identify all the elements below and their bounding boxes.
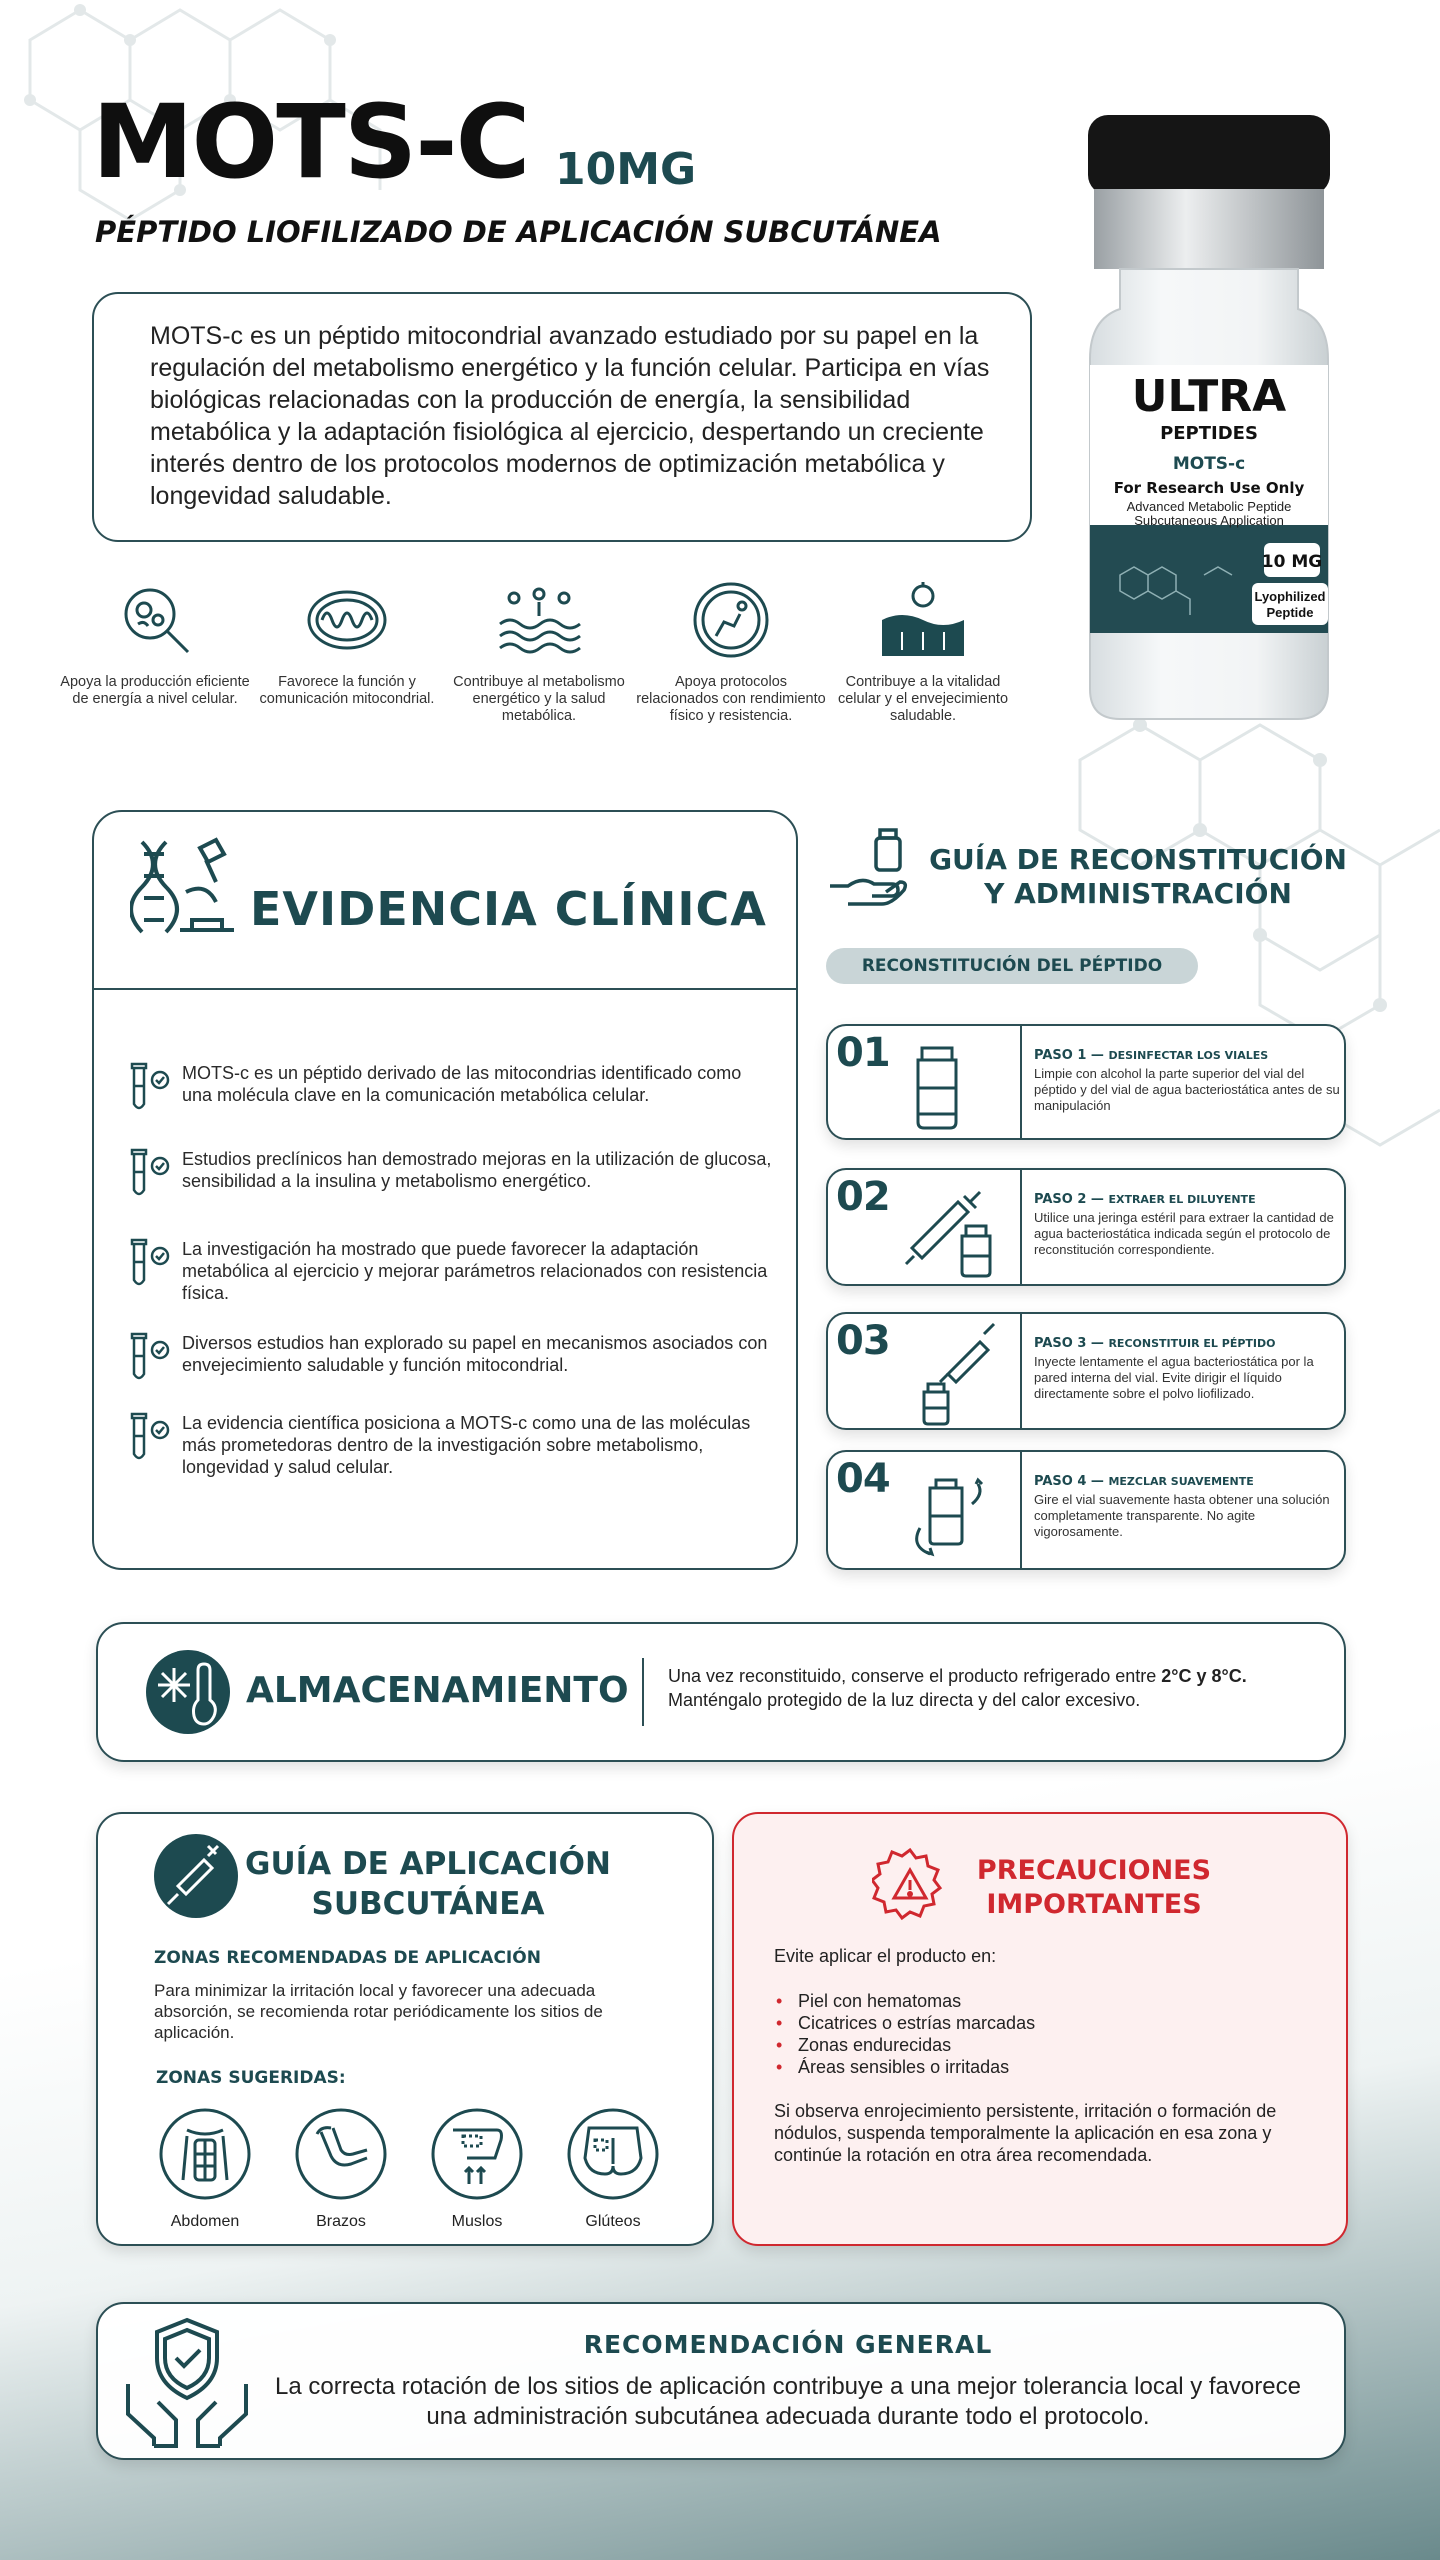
- step-number: 03: [836, 1318, 890, 1364]
- metabolism-waves-icon: [494, 580, 584, 660]
- recommendation-card: [96, 2302, 1346, 2460]
- mitochondria-icon: [302, 580, 392, 660]
- product-title: MOTS-C: [92, 83, 529, 202]
- vial-brand-sub: PEPTIDES: [1160, 423, 1258, 444]
- benefit-text: Contribuye al metabolismo energético y la salud metabólica.: [453, 674, 625, 724]
- benefit-text: Favorece la función y comunicación mitocondrial.: [259, 674, 435, 707]
- storage-title: ALMACENAMIENTO: [246, 1670, 629, 1711]
- test-tube-check-icon: [128, 1238, 172, 1290]
- evidence-header: [94, 812, 796, 990]
- thigh-icon: [429, 2106, 525, 2202]
- intro-card: [92, 292, 1032, 542]
- zone-arms: Brazos: [286, 2106, 396, 2231]
- skin-layer-icon: [878, 580, 968, 660]
- vial-research: For Research Use Only: [1113, 479, 1305, 497]
- step-number: 02: [836, 1174, 890, 1220]
- hand-vial-icon: [826, 824, 922, 914]
- storage-text: Una vez reconstituido, conserve el producto refrigerado entre 2°C y 8°C. Manténgalo protegido de la luz directa y del calor excesivo.: [668, 1666, 1247, 1710]
- vial-desc2: Subcutaneous Application: [1134, 513, 1284, 528]
- list-item: • Cicatrices o estrías marcadas: [774, 2012, 1035, 2034]
- snowflake-thermometer-icon: [144, 1648, 232, 1736]
- glutes-icon: [565, 2106, 661, 2202]
- test-tube-check-icon: [128, 1332, 172, 1384]
- precautions-title: PRECAUCIONES IMPORTANTES: [976, 1855, 1212, 1920]
- benefit-metabolism: [444, 580, 634, 725]
- benefit-text: Apoya protocolos relacionados con rendimiento físico y resistencia.: [636, 674, 826, 724]
- precautions-intro: Evite aplicar el producto en:: [774, 1946, 997, 1966]
- evidence-card: [92, 810, 798, 1570]
- reconstitution-pill: RECONSTITUCIÓN DEL PÉPTIDO: [826, 948, 1198, 984]
- runner-head-icon: [686, 580, 776, 660]
- product-dose: 10MG: [555, 144, 697, 195]
- storage-card: [96, 1622, 1346, 1762]
- benefit-mitochondria: [252, 580, 442, 708]
- vial-desc1: Advanced Metabolic Peptide: [1126, 499, 1292, 514]
- precautions-note: Si observa enrojecimiento persistente, irritación o formación de nódulos, suspenda temporalmente la aplicación en esa zona y continúe la rotación en otra área recomendada.: [774, 2101, 1277, 2165]
- zones-heading: ZONAS RECOMENDADAS DE APLICACIÓN: [154, 1948, 541, 1968]
- application-title: GUÍA DE APLICACIÓN SUBCUTÁNEA: [245, 1846, 611, 1922]
- zones-subheading: ZONAS SUGERIDAS:: [156, 2068, 346, 2088]
- vial-dose: 10 MG: [1261, 552, 1323, 572]
- vial-lyo2: Peptide: [1266, 605, 1314, 620]
- precautions-list: [774, 1990, 1035, 2078]
- vial-lyo1: Lyophilized: [1254, 589, 1326, 604]
- evidence-title: EVIDENCIA CLÍNICA: [250, 882, 767, 936]
- vial-product: MOTS-c: [1172, 454, 1246, 474]
- zone-thighs: Muslos: [422, 2106, 532, 2231]
- inject-vial-icon: [918, 1322, 998, 1426]
- evidence-item: Diversos estudios han explorado su papel en mecanismos asociados con envejecimiento saludable y función mitocondrial.: [128, 1332, 768, 1386]
- benefit-text: Contribuye a la vitalidad celular y el envejecimiento saludable.: [837, 674, 1009, 724]
- test-tube-check-icon: [128, 1062, 172, 1114]
- step-2-card: 02 PASO 2 — EXTRAER EL DILUYENTE Utilice una jeringa estéril para extraer la cantidad de agua bacteriostática indicada según el protocolo de reconstitución correspondiente.: [826, 1168, 1346, 1286]
- benefit-text: Apoya la producción eficiente de energía a nivel celular.: [60, 674, 250, 707]
- step-number: 01: [836, 1030, 890, 1076]
- warning-gear-icon: [872, 1844, 948, 1924]
- zone-abdomen: Abdomen: [150, 2106, 260, 2231]
- step-4-card: 04 PASO 4 — MEZCLAR SUAVEMENTE Gire el vial suavemente hasta obtener una solución completamente transparente. No agite vigorosamente.: [826, 1450, 1346, 1570]
- syringe-vial-icon: [900, 1182, 1010, 1280]
- test-tube-check-icon: [128, 1148, 172, 1200]
- shield-hands-icon: [122, 2314, 252, 2450]
- recommendation-title: RECOMENDACIÓN GENERAL: [583, 2330, 993, 2359]
- benefit-vitality: [828, 580, 1018, 725]
- zones-text: Para minimizar la irritación local y favorecer una adecuada absorción, se recomienda rotar periódicamente los sitios de aplicación.: [154, 1981, 603, 2042]
- step-1-card: 01 PASO 1 — DESINFECTAR LOS VIALES Limpie con alcohol la parte superior del vial del péptido y del vial de agua bacteriostática antes de su manipulación: [826, 1024, 1346, 1140]
- product-subtitle: PÉPTIDO LIOFILIZADO DE APLICACIÓN SUBCUTÁNEA: [95, 215, 942, 249]
- evidence-item: Estudios preclínicos han demostrado mejoras en la utilización de glucosa, sensibilidad a la insulina y metabolismo energético.: [128, 1148, 768, 1202]
- product-vial-image: [1080, 105, 1340, 735]
- syringe-icon: [152, 1832, 240, 1920]
- application-card: [96, 1812, 714, 2246]
- cell-magnifier-icon: [110, 580, 200, 660]
- abdomen-icon: [157, 2106, 253, 2202]
- benefit-energy: [60, 580, 250, 708]
- list-item: • Zonas endurecidas: [774, 2034, 1035, 2056]
- evidence-item: MOTS-c es un péptido derivado de las mitocondrias identificado como una molécula clave en la comunicación metabólica celular.: [128, 1062, 768, 1116]
- recommendation-text: La correcta rotación de los sitios de aplicación contribuye a una mejor tolerancia local y favorece una administración subcutánea adecuada durante todo el protocolo.: [275, 2373, 1301, 2430]
- step-number: 04: [836, 1456, 890, 1502]
- arm-icon: [293, 2106, 389, 2202]
- list-item: • Piel con hematomas: [774, 1990, 1035, 2012]
- step-3-card: 03 PASO 3 — RECONSTITUIR EL PÉPTIDO Inyecte lentamente el agua bacteriostática por la pared interna del vial. Evite dirigir el líquido directamente sobre el polvo liofilizado.: [826, 1312, 1346, 1430]
- dna-microscope-icon: [130, 832, 240, 942]
- vial-brand: ULTRA: [1131, 371, 1287, 422]
- storage-divider: [642, 1658, 644, 1726]
- swirl-vial-icon: [892, 1476, 1002, 1566]
- evidence-item: La evidencia científica posiciona a MOTS-c como una de las moléculas más prometedoras dentro de la investigación sobre metabolismo, longevidad y salud celular.: [128, 1412, 768, 1482]
- test-tube-check-icon: [128, 1412, 172, 1464]
- precautions-card: [732, 1812, 1348, 2246]
- guide-title: GUÍA DE RECONSTITUCIÓN Y ADMINISTRACIÓN: [929, 843, 1347, 910]
- zone-glutes: Glúteos: [558, 2106, 668, 2231]
- list-item: • Áreas sensibles o irritadas: [774, 2056, 1035, 2078]
- benefit-performance: [636, 580, 826, 725]
- intro-text: MOTS-c es un péptido mitocondrial avanzado estudiado por su papel en la regulación del metabolismo energético y la función celular. Participa en vías biológicas relacionadas con la producción de energía, la sensibilidad metabólica y la adaptación fisiológica al ejercicio, despertando un creciente interés dentro de los protocolos modernos de optimización metabólica y longevidad saludable.: [150, 322, 990, 510]
- vial-icon: [908, 1044, 968, 1132]
- evidence-item: La investigación ha mostrado que puede favorecer la adaptación metabólica al ejercicio y mejorar parámetros relacionados con resistencia física.: [128, 1238, 768, 1308]
